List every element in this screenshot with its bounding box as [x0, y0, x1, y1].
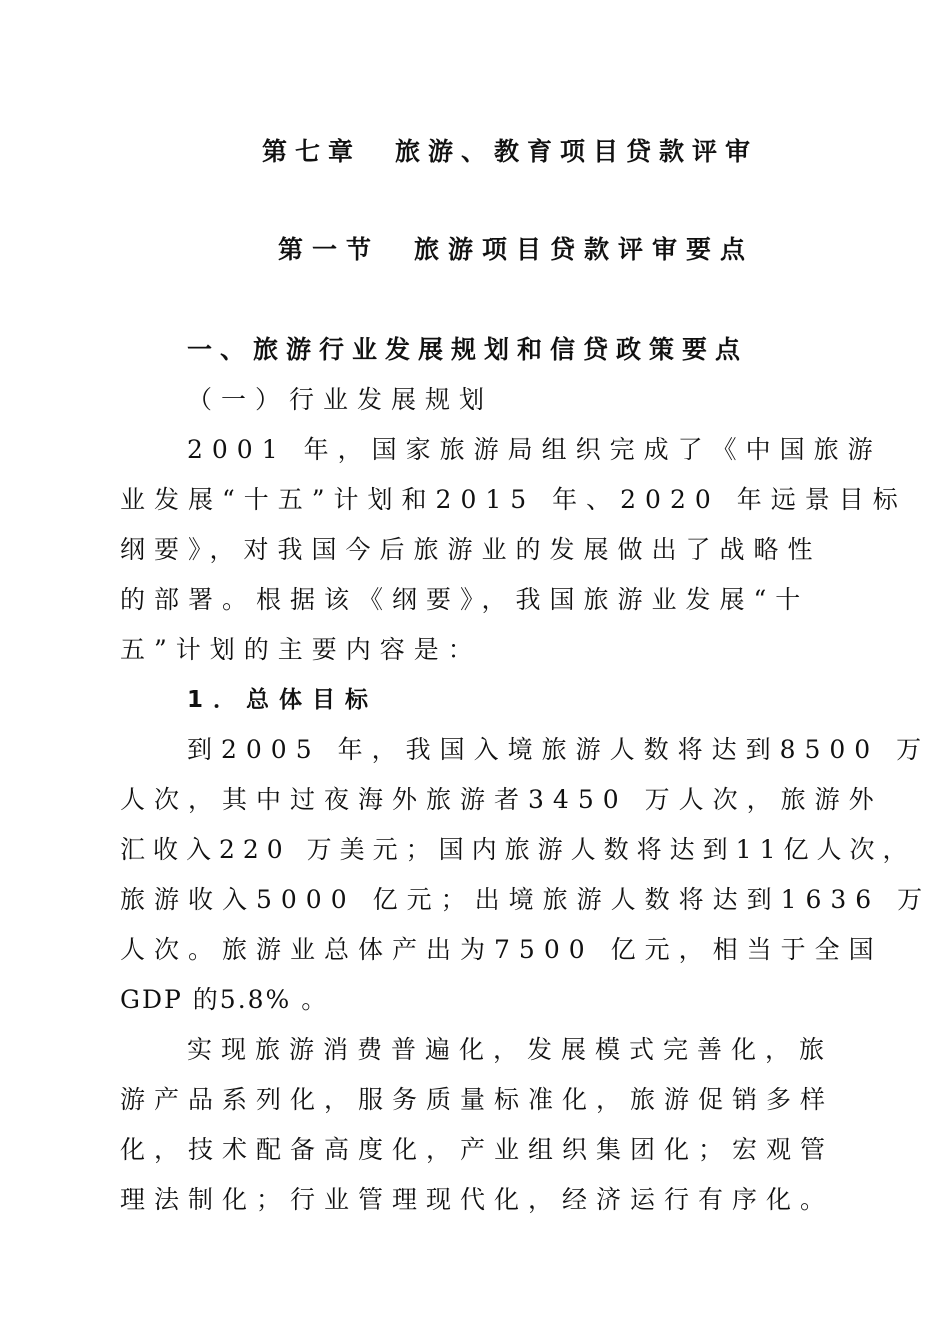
chapter-number: 第七章	[262, 137, 362, 166]
paragraph-line: 业发展“十五”计划和2015 年、2020 年远景目标	[120, 485, 907, 514]
paragraph-line: 旅游收入5000 亿元；出境旅游人数将达到1636 万	[120, 885, 932, 914]
paragraph-line: 实现旅游消费普遍化，发展模式完善化，旅	[187, 1035, 834, 1064]
heading-level-1: 一、旅游行业发展规划和信贷政策要点	[187, 335, 749, 364]
heading-level-3: 1．总体目标	[187, 687, 379, 713]
paragraph-line: 纲要》，对我国今后旅游业的发展做出了战略性	[120, 535, 822, 564]
paragraph-line: 汇收入220 万美元；国内旅游人数将达到11亿人次，	[120, 835, 916, 864]
section-title: 旅游项目贷款评审要点	[414, 235, 755, 264]
paragraph-line: 游产品系列化，服务质量标准化，旅游促销多样	[120, 1085, 835, 1114]
chapter-title: 旅游、教育项目贷款评审	[395, 137, 759, 166]
paragraph-line: 人次。旅游业总体产出为7500 亿元，相当于全国	[120, 935, 883, 964]
paragraph-line: 到2005 年，我国入境旅游人数将达到8500 万	[187, 735, 931, 764]
heading-level-2: （一）行业发展规划	[187, 385, 494, 414]
section-number: 第一节	[278, 235, 381, 264]
paragraph-line: 2001 年，国家旅游局组织完成了《中国旅游	[187, 435, 882, 464]
paragraph-line: 的部署。根据该《纲要》，我国旅游业发展“十	[120, 585, 810, 614]
paragraph-line: 理法制化；行业管理现代化，经济运行有序化。	[120, 1185, 835, 1214]
paragraph-line: 人次，其中过夜海外旅游者3450 万人次，旅游外	[120, 785, 883, 814]
section-heading	[278, 235, 754, 265]
paragraph-line: 化，技术配备高度化，产业组织集团化；宏观管	[120, 1135, 835, 1164]
chapter-heading	[262, 137, 758, 167]
paragraph-line: GDP 的5.8% 。	[120, 985, 329, 1014]
paragraph-line: 五”计划的主要内容是：	[120, 635, 482, 664]
